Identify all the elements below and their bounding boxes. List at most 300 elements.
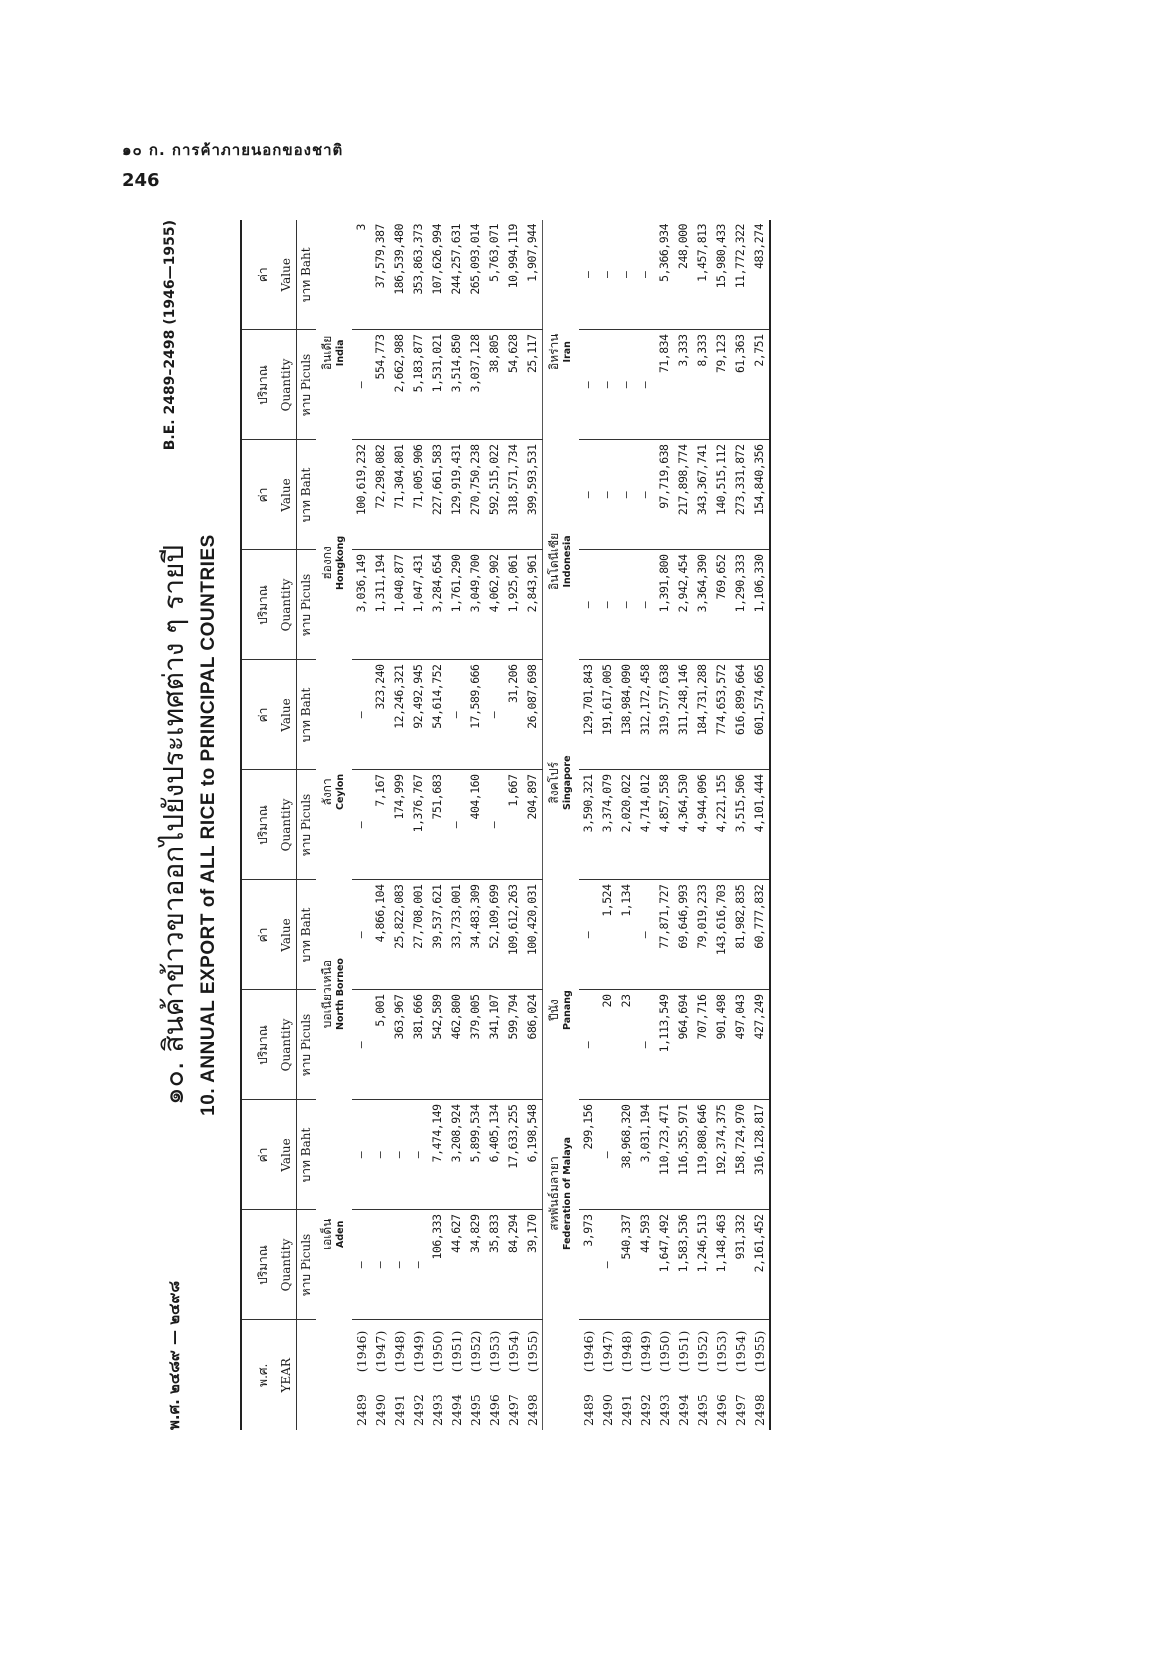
- quantity-cell: 4,221,155: [712, 770, 731, 880]
- value-cell: 318,571,734: [504, 440, 523, 550]
- table-body: [316, 220, 770, 1430]
- year-ce: (1950): [430, 1330, 445, 1373]
- header-row-english: [276, 220, 297, 1430]
- country-name-thai: สิงคโปร์: [546, 761, 561, 804]
- country-name: [548, 990, 574, 1030]
- value-cell: 129,701,843: [579, 660, 598, 770]
- year-be: 2495: [468, 1394, 483, 1426]
- year-ce: (1946): [581, 1330, 596, 1373]
- value-cell: 143,616,703: [712, 880, 731, 990]
- value-cell: 3: [352, 220, 371, 330]
- unit-piculs: หาบ Piculs: [297, 1210, 317, 1320]
- quantity-cell: —: [390, 1210, 409, 1320]
- value-cell: 353,863,373: [409, 220, 428, 330]
- value-cell: —: [447, 660, 466, 770]
- country-name: [548, 333, 574, 370]
- quantity-cell: —: [598, 1210, 617, 1320]
- quantity-cell: —: [617, 330, 636, 440]
- quantity-cell: 1,246,513: [693, 1210, 712, 1320]
- quantity-cell: 707,716: [693, 990, 712, 1100]
- quantity-header-english: Quantity: [276, 330, 297, 440]
- value-cell: 71,005,906: [409, 440, 428, 550]
- country-name-cell: [543, 1100, 580, 1320]
- quantity-cell: —: [617, 550, 636, 660]
- value-header: ค่า: [241, 880, 276, 990]
- year-cell: [617, 1320, 636, 1430]
- quantity-cell: 2,020,022: [617, 770, 636, 880]
- table-row: [579, 220, 598, 1430]
- value-cell: 192,374,375: [712, 1100, 731, 1210]
- quantity-cell: 35,833: [485, 1210, 504, 1320]
- value-cell: 81,982,835: [731, 880, 750, 990]
- year-ce: (1946): [354, 1330, 369, 1373]
- unit-piculs: หาบ Piculs: [297, 550, 317, 660]
- be-range-english: B.E. 2489–2498 (1946—1955): [162, 220, 178, 451]
- quantity-cell: 379,005: [466, 990, 485, 1100]
- value-cell: 244,257,631: [447, 220, 466, 330]
- quantity-cell: 686,024: [523, 990, 543, 1100]
- value-cell: 186,539,480: [390, 220, 409, 330]
- value-cell: 5,366,934: [655, 220, 674, 330]
- year-header-english: YEAR: [278, 1358, 293, 1393]
- value-cell: 110,723,471: [655, 1100, 674, 1210]
- table-row: [731, 220, 750, 1430]
- quantity-cell: 61,363: [731, 330, 750, 440]
- country-name-english: Iran: [561, 341, 573, 363]
- country-name-thai: เอเด็น: [319, 1218, 334, 1250]
- quantity-header: ปริมาณ: [241, 990, 276, 1100]
- year-be: 2492: [638, 1394, 653, 1426]
- quantity-cell: —: [598, 330, 617, 440]
- quantity-cell: 769,652: [712, 550, 731, 660]
- quantity-cell: 71,834: [655, 330, 674, 440]
- page-number: 246: [122, 170, 160, 191]
- quantity-cell: 1,311,194: [371, 550, 390, 660]
- value-cell: —: [371, 1100, 390, 1210]
- year-be: 2489: [354, 1394, 369, 1426]
- country-name-thai: อินโดนีเซีย: [546, 532, 561, 590]
- table-row: [390, 220, 409, 1430]
- quantity-cell: —: [598, 550, 617, 660]
- table-row: [655, 220, 674, 1430]
- value-cell: 483,274: [750, 220, 770, 330]
- quantity-cell: 751,683: [428, 770, 447, 880]
- year-ce: (1949): [411, 1330, 426, 1373]
- quantity-cell: 497,043: [731, 990, 750, 1100]
- unit-piculs: หาบ Piculs: [297, 990, 317, 1100]
- country-name-thai: ปีนัง: [546, 999, 561, 1021]
- quantity-cell: 341,107: [485, 990, 504, 1100]
- year-be: 2491: [392, 1394, 407, 1426]
- table-row: [693, 220, 712, 1430]
- value-cell: 37,579,387: [371, 220, 390, 330]
- quantity-cell: 106,333: [428, 1210, 447, 1320]
- value-cell: —: [579, 880, 598, 990]
- value-cell: 97,719,638: [655, 440, 674, 550]
- value-cell: —: [485, 660, 504, 770]
- table-row: [636, 220, 655, 1430]
- quantity-cell: 1,047,431: [409, 550, 428, 660]
- value-cell: 10,994,119: [504, 220, 523, 330]
- value-header: ค่า: [241, 220, 276, 330]
- quantity-cell: 1,391,800: [655, 550, 674, 660]
- value-cell: 52,109,699: [485, 880, 504, 990]
- table-row: [523, 220, 543, 1430]
- table-row: [409, 220, 428, 1430]
- value-cell: 138,984,090: [617, 660, 636, 770]
- value-cell: 77,871,727: [655, 880, 674, 990]
- year-ce: (1948): [392, 1330, 407, 1373]
- quantity-header-english: Quantity: [276, 990, 297, 1100]
- value-cell: 311,248,146: [674, 660, 693, 770]
- quantity-cell: 363,967: [390, 990, 409, 1100]
- quantity-cell: 3,973: [579, 1210, 598, 1320]
- value-cell: 1,907,944: [523, 220, 543, 330]
- quantity-cell: —: [579, 990, 598, 1100]
- value-cell: 107,626,994: [428, 220, 447, 330]
- value-cell: 140,515,112: [712, 440, 731, 550]
- table-row: [617, 220, 636, 1430]
- country-name-english: Federation of Malaya: [561, 1136, 573, 1250]
- quantity-cell: 2,942,454: [674, 550, 693, 660]
- quantity-cell: —: [352, 330, 371, 440]
- unit-baht: บาท Baht: [297, 440, 317, 550]
- quantity-cell: 39,170: [523, 1210, 543, 1320]
- rice-export-table: [240, 220, 771, 1430]
- quantity-cell: —: [352, 1210, 371, 1320]
- year-cell: [352, 1320, 371, 1430]
- quantity-cell: —: [352, 770, 371, 880]
- quantity-cell: 23: [617, 990, 636, 1100]
- country-name-thai: บอเนียวเหนือ: [319, 959, 334, 1029]
- country-name-cell: [316, 880, 352, 1100]
- quantity-cell: 7,167: [371, 770, 390, 880]
- quantity-header: ปริมาณ: [241, 550, 276, 660]
- value-cell: 248,000: [674, 220, 693, 330]
- value-cell: 12,246,321: [390, 660, 409, 770]
- country-name-thai: อิหร่าน: [546, 333, 561, 370]
- value-cell: 312,172,458: [636, 660, 655, 770]
- value-cell: 38,968,320: [617, 1100, 636, 1210]
- running-head: ๑๐ ก. การค้าภายนอกของชาติ: [122, 141, 344, 159]
- country-name-thai: ฮ่องกง: [319, 546, 334, 580]
- value-cell: 184,731,288: [693, 660, 712, 770]
- year-be: 2490: [373, 1394, 388, 1426]
- country-name-row: [316, 220, 352, 1430]
- value-cell: —: [409, 1100, 428, 1210]
- quantity-cell: 79,123: [712, 330, 731, 440]
- table-row: [485, 220, 504, 1430]
- quantity-cell: 4,857,558: [655, 770, 674, 880]
- value-cell: —: [352, 880, 371, 990]
- quantity-cell: 34,829: [466, 1210, 485, 1320]
- year-cell: [655, 1320, 674, 1430]
- quantity-cell: 462,800: [447, 990, 466, 1100]
- quantity-cell: 404,160: [466, 770, 485, 880]
- value-cell: 217,898,774: [674, 440, 693, 550]
- country-name-row: [543, 220, 580, 1430]
- value-header-english: Value: [276, 660, 297, 770]
- country-name-english: North Borneo: [334, 958, 346, 1030]
- quantity-cell: 5,183,877: [409, 330, 428, 440]
- quantity-cell: 38,805: [485, 330, 504, 440]
- table-title-thai: ๑๐. สินค้าข้าวขาออกไปยังประเทศต่าง ๆ รายปี: [157, 544, 190, 1106]
- year-ce: (1953): [714, 1330, 729, 1373]
- value-cell: 92,492,945: [409, 660, 428, 770]
- country-name-english: Hongkong: [334, 535, 346, 590]
- quantity-cell: 1,106,330: [750, 550, 770, 660]
- value-header-english: Value: [276, 220, 297, 330]
- quantity-cell: 3,590,321: [579, 770, 598, 880]
- value-cell: —: [636, 880, 655, 990]
- year-be: 2496: [714, 1394, 729, 1426]
- year-be: 2497: [506, 1394, 521, 1426]
- quantity-cell: 2,843,961: [523, 550, 543, 660]
- value-cell: —: [636, 440, 655, 550]
- quantity-cell: 427,249: [750, 990, 770, 1100]
- value-cell: 5,763,071: [485, 220, 504, 330]
- year-ce: (1952): [695, 1330, 710, 1373]
- quantity-cell: 4,944,096: [693, 770, 712, 880]
- year-ce: (1947): [600, 1330, 615, 1373]
- value-cell: —: [617, 440, 636, 550]
- value-header: ค่า: [241, 660, 276, 770]
- table-row: [712, 220, 731, 1430]
- value-cell: 7,474,149: [428, 1100, 447, 1210]
- value-cell: 227,661,583: [428, 440, 447, 550]
- quantity-cell: 540,337: [617, 1210, 636, 1320]
- value-cell: 116,355,971: [674, 1100, 693, 1210]
- value-cell: —: [352, 1100, 371, 1210]
- country-row-spacer: [316, 1320, 352, 1430]
- year-ce: (1951): [676, 1330, 691, 1373]
- value-cell: 299,156: [579, 1100, 598, 1210]
- quantity-cell: 5,001: [371, 990, 390, 1100]
- year-be: 2493: [430, 1394, 445, 1426]
- year-cell: [485, 1320, 504, 1430]
- quantity-cell: —: [409, 1210, 428, 1320]
- quantity-cell: —: [579, 330, 598, 440]
- year-cell: [579, 1320, 598, 1430]
- country-name-english: India: [334, 339, 346, 367]
- year-ce: (1949): [638, 1330, 653, 1373]
- value-cell: 1,134: [617, 880, 636, 990]
- quantity-cell: 2,161,452: [750, 1210, 770, 1320]
- quantity-cell: 4,062,902: [485, 550, 504, 660]
- year-ce: (1950): [657, 1330, 672, 1373]
- quantity-header-english: Quantity: [276, 770, 297, 880]
- value-cell: 109,612,263: [504, 880, 523, 990]
- year-header: พ.ศ.: [255, 1363, 270, 1387]
- year-be: 2490: [600, 1394, 615, 1426]
- table-row: [352, 220, 371, 1430]
- unit-row: [297, 220, 317, 1430]
- quantity-cell: 4,714,012: [636, 770, 655, 880]
- value-cell: 31,206: [504, 660, 523, 770]
- quantity-cell: 3,036,149: [352, 550, 371, 660]
- quantity-cell: 542,589: [428, 990, 447, 1100]
- value-cell: 69,646,993: [674, 880, 693, 990]
- value-cell: —: [598, 440, 617, 550]
- value-cell: 33,733,001: [447, 880, 466, 990]
- value-cell: 270,750,238: [466, 440, 485, 550]
- year-ce: (1955): [525, 1330, 540, 1373]
- value-cell: 72,298,082: [371, 440, 390, 550]
- quantity-cell: 25,117: [523, 330, 543, 440]
- unit-piculs: หาบ Piculs: [297, 770, 317, 880]
- country-name-thai: ลังกา: [319, 778, 334, 806]
- country-row-spacer: [543, 1320, 580, 1430]
- value-cell: 601,574,665: [750, 660, 770, 770]
- year-cell: [409, 1320, 428, 1430]
- quantity-cell: —: [447, 770, 466, 880]
- quantity-cell: —: [352, 990, 371, 1100]
- country-name-cell: [543, 880, 580, 1100]
- quantity-cell: 204,897: [523, 770, 543, 880]
- quantity-cell: 174,999: [390, 770, 409, 880]
- year-ce: (1954): [733, 1330, 748, 1373]
- year-be: 2494: [449, 1394, 464, 1426]
- year-unit-cell: [297, 1320, 317, 1430]
- value-cell: 54,614,752: [428, 660, 447, 770]
- country-name: [321, 958, 347, 1030]
- quantity-cell: 1,761,290: [447, 550, 466, 660]
- year-cell: [466, 1320, 485, 1430]
- value-cell: 3,208,924: [447, 1100, 466, 1210]
- year-be: 2493: [657, 1394, 672, 1426]
- unit-piculs: หาบ Piculs: [297, 330, 317, 440]
- value-cell: 129,919,431: [447, 440, 466, 550]
- quantity-cell: 3,364,390: [693, 550, 712, 660]
- value-cell: —: [598, 1100, 617, 1210]
- value-header: ค่า: [241, 1100, 276, 1210]
- value-cell: 6,405,134: [485, 1100, 504, 1210]
- country-name-cell: [316, 1100, 352, 1320]
- quantity-cell: 44,627: [447, 1210, 466, 1320]
- country-name-cell: [316, 440, 352, 660]
- rotated-table-page: [157, 220, 1020, 1430]
- country-name: [548, 755, 574, 810]
- year-ce: (1954): [506, 1330, 521, 1373]
- country-name-english: Aden: [334, 1220, 346, 1248]
- quantity-cell: 44,593: [636, 1210, 655, 1320]
- country-name-cell: [543, 440, 580, 660]
- value-cell: 17,633,255: [504, 1100, 523, 1210]
- year-cell: [674, 1320, 693, 1430]
- value-cell: —: [617, 220, 636, 330]
- quantity-cell: 2,751: [750, 330, 770, 440]
- year-cell: [447, 1320, 466, 1430]
- year-be: 2494: [676, 1394, 691, 1426]
- quantity-cell: —: [636, 550, 655, 660]
- year-ce: (1948): [619, 1330, 634, 1373]
- quantity-cell: —: [636, 330, 655, 440]
- unit-baht: บาท Baht: [297, 880, 317, 990]
- quantity-cell: 1,376,767: [409, 770, 428, 880]
- quantity-cell: 931,332: [731, 1210, 750, 1320]
- quantity-header-english: Quantity: [276, 1210, 297, 1320]
- value-cell: 39,537,621: [428, 880, 447, 990]
- year-cell: [712, 1320, 731, 1430]
- value-cell: 34,483,309: [466, 880, 485, 990]
- value-cell: 119,808,646: [693, 1100, 712, 1210]
- quantity-header-english: Quantity: [276, 550, 297, 660]
- unit-baht: บาท Baht: [297, 220, 317, 330]
- quantity-cell: 84,294: [504, 1210, 523, 1320]
- value-cell: 3,031,194: [636, 1100, 655, 1210]
- value-cell: 343,367,741: [693, 440, 712, 550]
- value-cell: 15,980,433: [712, 220, 731, 330]
- value-cell: 79,019,233: [693, 880, 712, 990]
- value-header: ค่า: [241, 440, 276, 550]
- value-cell: 26,087,698: [523, 660, 543, 770]
- value-header-english: Value: [276, 1100, 297, 1210]
- quantity-cell: —: [579, 550, 598, 660]
- year-cell: [598, 1320, 617, 1430]
- country-name-english: Ceylon: [334, 773, 346, 810]
- country-name: [321, 774, 347, 810]
- year-be: 2491: [619, 1394, 634, 1426]
- quantity-cell: 8,333: [693, 330, 712, 440]
- country-name-cell: [543, 220, 580, 440]
- country-name: [548, 1137, 574, 1250]
- table-row: [674, 220, 693, 1430]
- quantity-cell: 901,498: [712, 990, 731, 1100]
- year-be: 2497: [733, 1394, 748, 1426]
- year-cell: [693, 1320, 712, 1430]
- country-name-cell: [316, 220, 352, 440]
- quantity-header: ปริมาณ: [241, 330, 276, 440]
- table-row: [428, 220, 447, 1430]
- country-name-thai: อินเดีย: [319, 335, 334, 370]
- value-cell: 100,619,232: [352, 440, 371, 550]
- value-cell: 1,457,813: [693, 220, 712, 330]
- country-name-thai: สหพันธ์มลายา: [546, 1156, 561, 1231]
- quantity-cell: 1,040,877: [390, 550, 409, 660]
- quantity-cell: 3,515,506: [731, 770, 750, 880]
- value-cell: 323,240: [371, 660, 390, 770]
- value-cell: 5,899,534: [466, 1100, 485, 1210]
- country-name: [321, 536, 347, 590]
- value-cell: 71,304,801: [390, 440, 409, 550]
- country-name: [321, 1219, 347, 1250]
- value-cell: —: [598, 220, 617, 330]
- quantity-cell: 1,925,061: [504, 550, 523, 660]
- value-cell: 154,840,356: [750, 440, 770, 550]
- quantity-cell: 1,148,463: [712, 1210, 731, 1320]
- quantity-cell: 964,694: [674, 990, 693, 1100]
- year-cell: [750, 1320, 770, 1430]
- table-row: [598, 220, 617, 1430]
- value-header-english: Value: [276, 440, 297, 550]
- table-row: [750, 220, 770, 1430]
- table-title-english: 10. ANNUAL EXPORT of ALL RICE to PRINCIPAL COUNTRIES: [198, 534, 219, 1116]
- value-cell: 399,593,531: [523, 440, 543, 550]
- year-be: 2489: [581, 1394, 596, 1426]
- quantity-cell: 2,662,988: [390, 330, 409, 440]
- table-row: [371, 220, 390, 1430]
- year-cell: [428, 1320, 447, 1430]
- year-cell: [731, 1320, 750, 1430]
- be-range-thai: พ.ศ. ๒๔๘๙ — ๒๔๙๘: [165, 1280, 183, 1430]
- quantity-cell: 20: [598, 990, 617, 1100]
- country-name-english: Indonesia: [561, 535, 573, 588]
- year-cell: [390, 1320, 409, 1430]
- quantity-cell: 4,101,444: [750, 770, 770, 880]
- quantity-cell: 3,374,079: [598, 770, 617, 880]
- quantity-cell: 554,773: [371, 330, 390, 440]
- quantity-cell: 1,647,492: [655, 1210, 674, 1320]
